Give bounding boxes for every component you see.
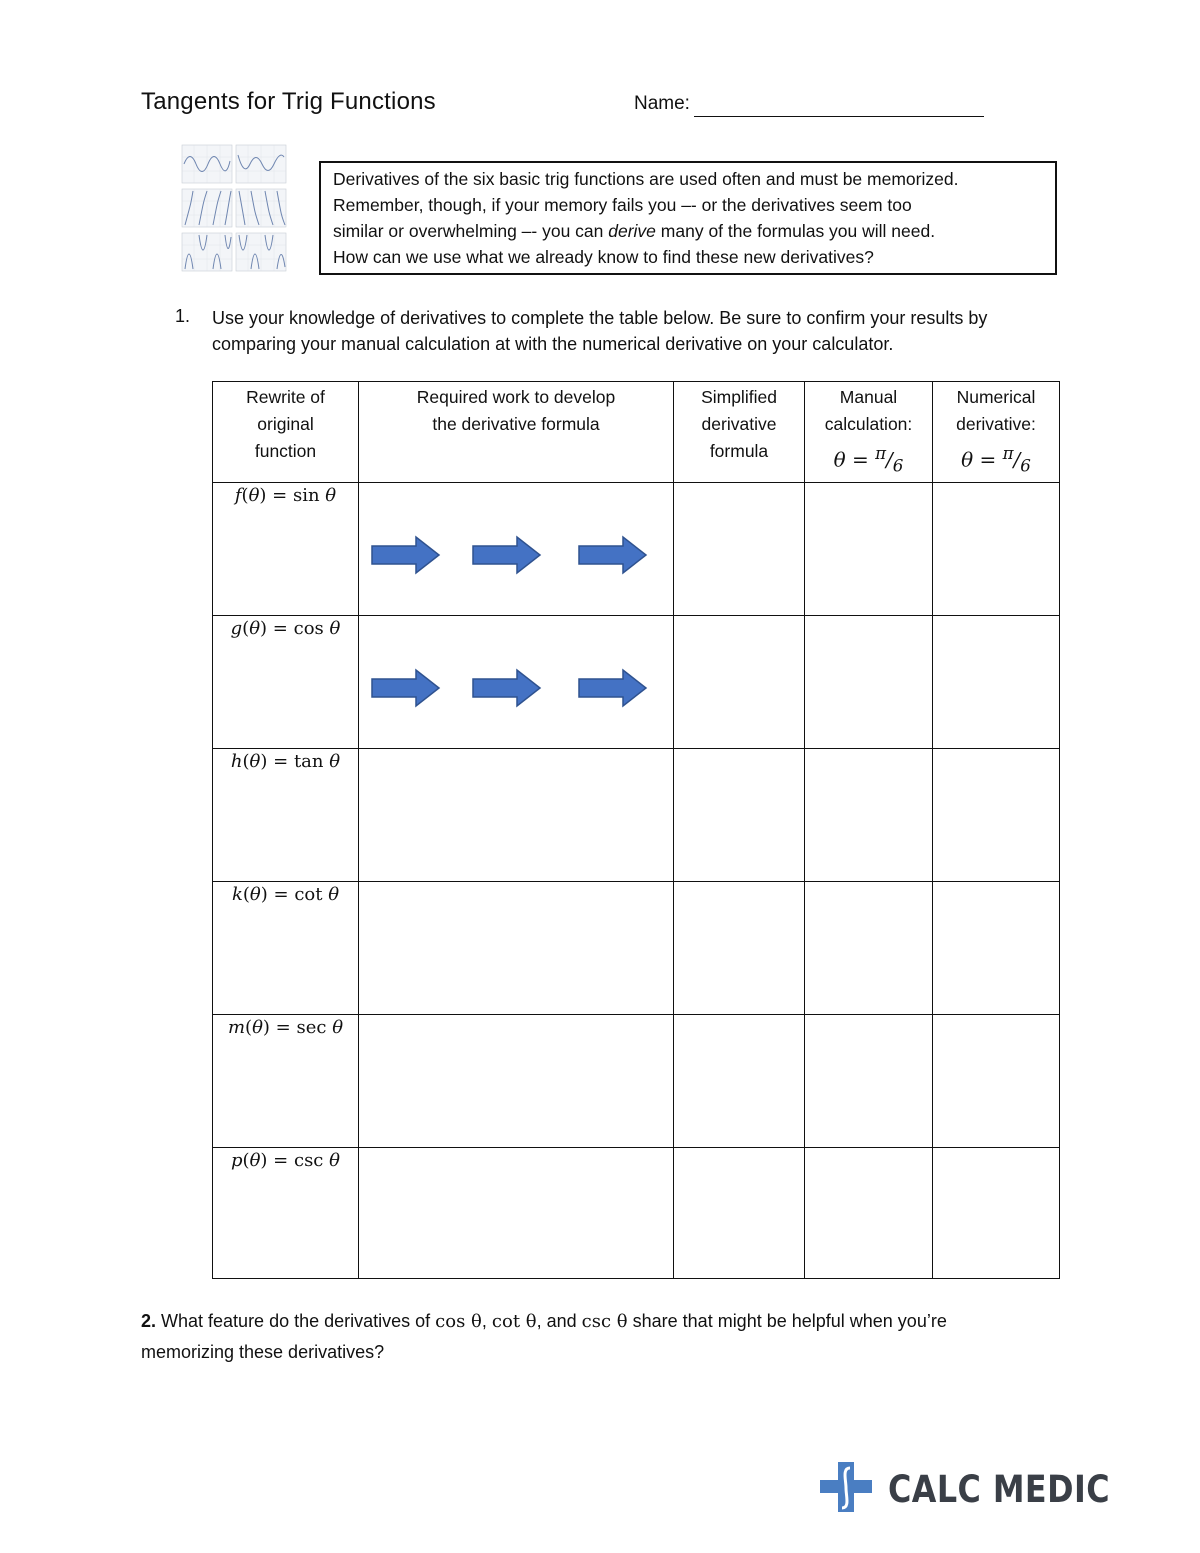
function-name: f bbox=[234, 485, 242, 506]
function-label: p(θ) = csc θ bbox=[231, 1150, 340, 1171]
work-cell[interactable] bbox=[359, 749, 674, 882]
trig-name: cos bbox=[293, 618, 324, 639]
manual-cell[interactable] bbox=[805, 749, 933, 882]
simplified-cell[interactable] bbox=[674, 616, 805, 749]
six-denominator: 6 bbox=[892, 456, 904, 476]
name-label: Name: bbox=[634, 93, 690, 114]
numerical-cell[interactable] bbox=[933, 616, 1060, 749]
function-cell bbox=[213, 882, 359, 1015]
manual-cell[interactable] bbox=[805, 1015, 933, 1148]
header-numerical bbox=[933, 382, 1060, 483]
question-2-number: 2. bbox=[141, 1311, 157, 1331]
header-manual bbox=[805, 382, 933, 483]
table-row bbox=[213, 483, 1060, 616]
table-row bbox=[213, 749, 1060, 882]
header-simplified bbox=[674, 382, 805, 483]
header-numerical-line: derivative: bbox=[956, 414, 1036, 434]
header-manual-line: calculation: bbox=[824, 414, 913, 434]
function-label: g(θ) = cos θ bbox=[230, 618, 341, 639]
question-2-post: share that might be helpful when you’re memorizing these derivatives? bbox=[141, 1311, 947, 1362]
theta-value: $\theta = ^\pi/_6$ bbox=[833, 444, 904, 476]
calc-medic-logo-text: CALC MEDIC bbox=[888, 1468, 1111, 1511]
question-1-number: 1. bbox=[175, 306, 191, 326]
theta-eq: θ = bbox=[833, 447, 876, 472]
manual-cell[interactable] bbox=[805, 882, 933, 1015]
simplified-cell[interactable] bbox=[674, 483, 805, 616]
intro-line-2: Remember, though, if your memory fails you –- or the derivatives seem too bbox=[333, 195, 912, 215]
function-label: h(θ) = tan θ bbox=[230, 751, 341, 772]
header-simplified-line: Simplified bbox=[701, 387, 777, 407]
simplified-cell[interactable] bbox=[674, 749, 805, 882]
right-arrow-icon bbox=[472, 668, 542, 708]
trig-name: tan bbox=[293, 751, 324, 772]
function-cell bbox=[213, 749, 359, 882]
header-simplified-line: derivative bbox=[701, 414, 777, 434]
table-row bbox=[213, 1015, 1060, 1148]
math-cos: cos θ bbox=[435, 1311, 482, 1332]
trig-name: csc bbox=[293, 1150, 324, 1171]
intro-line-1: Derivatives of the six basic trig functions are used often and must be memorized. bbox=[333, 169, 959, 189]
numerical-cell[interactable] bbox=[933, 749, 1060, 882]
numerical-cell[interactable] bbox=[933, 1015, 1060, 1148]
function-cell bbox=[213, 1148, 359, 1279]
right-arrow-icon bbox=[578, 535, 648, 575]
question-2-pre: What feature do the derivatives of bbox=[156, 1311, 436, 1331]
question-1-text: Use your knowledge of derivatives to complete the table below. Be sure to confirm your results by comparing your manual calculation at with the numerical derivative on your calculator. bbox=[212, 308, 988, 354]
table-row bbox=[213, 616, 1060, 749]
intro-line-3-post: many of the formulas you will need. bbox=[655, 221, 936, 241]
header-required-work bbox=[359, 382, 674, 483]
trig-name: sec bbox=[296, 1017, 327, 1038]
page-title: Tangents for Trig Functions bbox=[141, 88, 436, 115]
theta-eq: θ = bbox=[961, 447, 1003, 472]
simplified-cell[interactable] bbox=[674, 882, 805, 1015]
header-work-line: Required work to develop bbox=[416, 387, 616, 407]
intro-line-3 bbox=[333, 218, 1043, 244]
function-name: g bbox=[230, 618, 243, 639]
function-cell bbox=[213, 1015, 359, 1148]
six-denominator: 6 bbox=[1020, 456, 1031, 476]
header-rewrite-line: function bbox=[254, 441, 317, 461]
function-label: m(θ) = sec θ bbox=[227, 1017, 344, 1038]
numerical-cell[interactable] bbox=[933, 882, 1060, 1015]
manual-cell[interactable] bbox=[805, 616, 933, 749]
name-field[interactable] bbox=[694, 116, 984, 117]
right-arrow-icon bbox=[472, 535, 542, 575]
simplified-cell[interactable] bbox=[674, 1148, 805, 1279]
intro-line-4: How can we use what we already know to find these new derivatives? bbox=[333, 247, 874, 267]
function-name: k bbox=[231, 884, 243, 905]
numerical-cell[interactable] bbox=[933, 1148, 1060, 1279]
table-row bbox=[213, 882, 1060, 1015]
function-name: h bbox=[230, 751, 243, 772]
simplified-cell[interactable] bbox=[674, 1015, 805, 1148]
numerical-cell[interactable] bbox=[933, 483, 1060, 616]
function-cell bbox=[213, 616, 359, 749]
header-work-line: the derivative formula bbox=[432, 414, 600, 434]
theta-value: $\theta = ^\pi/_6$ bbox=[961, 444, 1031, 476]
function-name: m bbox=[227, 1017, 246, 1038]
right-arrow-icon bbox=[578, 668, 648, 708]
header-rewrite bbox=[213, 382, 359, 483]
work-cell[interactable] bbox=[359, 1015, 674, 1148]
trig-name: sin bbox=[292, 485, 320, 506]
question-2-sep: , bbox=[481, 1311, 492, 1331]
header-numerical-line: Numerical bbox=[956, 387, 1036, 407]
work-cell[interactable] bbox=[359, 483, 674, 616]
table-row bbox=[213, 1148, 1060, 1279]
work-cell[interactable] bbox=[359, 616, 674, 749]
function-cell bbox=[213, 483, 359, 616]
right-arrow-icon bbox=[371, 535, 441, 575]
header-manual-line: Manual bbox=[839, 387, 898, 407]
question-2 bbox=[141, 1306, 1041, 1367]
pi-symbol: π bbox=[875, 444, 887, 463]
trig-graphs-thumbnail bbox=[181, 143, 287, 273]
manual-cell[interactable] bbox=[805, 1148, 933, 1279]
function-label: k(θ) = cot θ bbox=[231, 884, 340, 905]
trig-name: cot bbox=[294, 884, 323, 905]
table-body bbox=[213, 483, 1060, 1279]
function-name: p bbox=[231, 1150, 243, 1171]
derivative-table bbox=[212, 381, 1060, 1279]
table-header-row bbox=[213, 382, 1060, 483]
work-cell[interactable] bbox=[359, 1148, 674, 1279]
right-arrow-icon bbox=[371, 668, 441, 708]
header-rewrite-line: original bbox=[257, 414, 314, 434]
intro-line-3-pre: similar or overwhelming –- you can bbox=[333, 221, 609, 241]
function-label: f(θ) = sin θ bbox=[234, 485, 337, 506]
intro-emphasis: derive bbox=[608, 221, 656, 241]
question-2-sep: , and bbox=[536, 1311, 582, 1331]
math-cot: cot θ bbox=[491, 1311, 537, 1332]
header-simplified-line: formula bbox=[709, 441, 769, 461]
pi-symbol: π bbox=[1002, 444, 1014, 463]
work-cell[interactable] bbox=[359, 882, 674, 1015]
intro-box bbox=[319, 161, 1057, 275]
header-rewrite-line: Rewrite of bbox=[246, 387, 325, 407]
manual-cell[interactable] bbox=[805, 483, 933, 616]
math-csc: csc θ bbox=[581, 1311, 628, 1332]
